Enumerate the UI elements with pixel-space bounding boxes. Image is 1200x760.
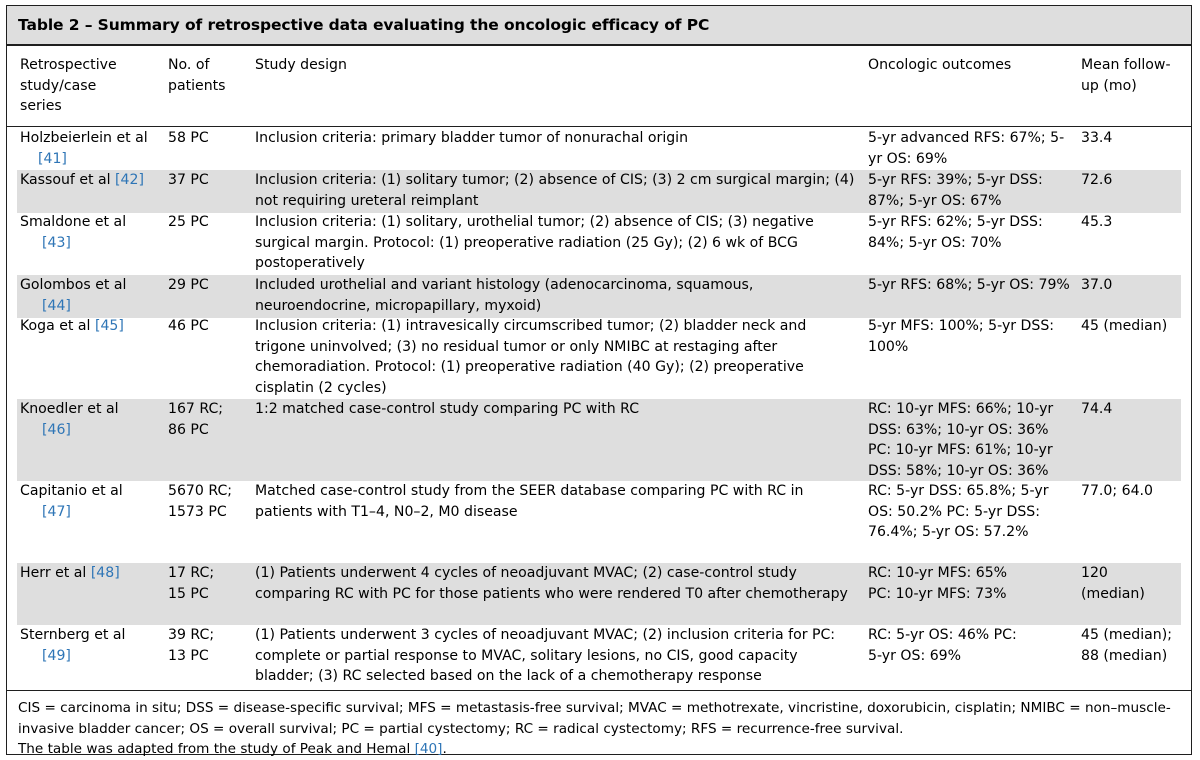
table-title-bar <box>7 6 1191 46</box>
outcomes-cell: 5-yr RFS: 62%; 5-yr DSS: 84%; 5-yr OS: 70% <box>868 214 1043 251</box>
study-cell <box>20 625 155 666</box>
outcomes-cell: 5-yr RFS: 39%; 5-yr DSS: 87%; 5-yr OS: 67% <box>868 172 1043 209</box>
table-footnote <box>18 698 1179 760</box>
study-ref-line <box>20 296 155 317</box>
followup-cell: 120 (median) <box>1081 565 1145 602</box>
study-ref-line <box>20 149 155 170</box>
outcomes-cell: RC: 10-yr MFS: 65% PC: 10-yr MFS: 73% <box>868 565 1008 602</box>
study-cell <box>20 212 155 253</box>
reference-link[interactable]: [47] <box>42 503 71 520</box>
reference-link[interactable]: [40] <box>414 741 443 758</box>
followup-cell: 45.3 <box>1081 214 1113 230</box>
header-rule <box>7 126 1191 127</box>
study-cell <box>20 481 155 522</box>
study-name: Sternberg et al <box>20 627 126 643</box>
study-name: Golombos et al <box>20 277 127 293</box>
study-ref-line <box>20 420 155 441</box>
header-outcomes: Oncologic outcomes <box>868 57 1012 73</box>
study-ref-line <box>20 502 155 523</box>
source-note <box>18 739 1179 760</box>
followup-cell: 45 (median); 88 (median) <box>1081 627 1172 664</box>
outcomes-cell: RC: 5-yr OS: 46% PC: 5-yr OS: 69% <box>868 627 1017 664</box>
study-name: Capitanio et al <box>20 483 123 499</box>
patients-cell: 167 RC; 86 PC <box>168 401 224 438</box>
reference-link[interactable]: [45] <box>94 318 124 334</box>
design-cell: 1:2 matched case-control study comparing PC with RC <box>255 401 640 417</box>
followup-cell: 37.0 <box>1081 277 1113 293</box>
study-cell <box>20 316 124 337</box>
abbreviations-note: CIS = carcinoma in situ; DSS = disease-specific survival; MFS = metastasis-free survival; MVAC = methotrexate, vincristine, doxorubicin, cisplatin; NMIBC = non–muscle-invasive bladder cancer; OS = overall survival; PC = partial cystectomy; RC = radical cystectomy; RFS = recurrence-free survival. <box>18 700 1171 737</box>
followup-cell: 33.4 <box>1081 130 1113 146</box>
reference-link[interactable]: [42] <box>115 172 144 188</box>
study-cell <box>20 170 144 191</box>
followup-cell: 77.0; 64.0 <box>1081 483 1153 499</box>
followup-cell: 45 (median) <box>1081 318 1168 334</box>
followup-cell: 74.4 <box>1081 401 1113 417</box>
patients-cell: 25 PC <box>168 214 209 230</box>
header-followup: Mean follow-up (mo) <box>1081 57 1171 94</box>
patients-cell: 37 PC <box>168 172 209 188</box>
patients-cell: 17 RC; 15 PC <box>168 565 215 602</box>
table-figure <box>6 5 1192 758</box>
study-name: Holzbeierlein et al <box>20 130 148 146</box>
study-cell <box>20 275 155 316</box>
study-ref-line <box>20 646 155 667</box>
patients-cell: 46 PC <box>168 318 209 334</box>
header-study: Retrospective study/case series <box>20 57 117 115</box>
reference-link[interactable]: [44] <box>42 297 71 314</box>
design-cell: Inclusion criteria: (1) solitary tumor; (2) absence of CIS; (3) 2 cm surgical margin; (4) not requiring ureteral reimplant <box>255 172 855 209</box>
reference-link[interactable]: [46] <box>42 421 71 438</box>
design-cell: Inclusion criteria: primary bladder tumor of nonurachal origin <box>255 130 689 146</box>
reference-link[interactable]: [41] <box>38 150 67 167</box>
source-end: . <box>442 741 447 758</box>
study-name: Koga et al <box>20 318 91 334</box>
followup-cell: 72.6 <box>1081 172 1113 188</box>
footer-rule <box>7 690 1191 691</box>
study-cell <box>20 128 155 169</box>
study-name: Herr et al <box>20 565 87 581</box>
patients-cell: 5670 RC; 1573 PC <box>168 483 233 520</box>
study-name: Kassouf et al <box>20 172 111 188</box>
header-design: Study design <box>255 57 347 73</box>
design-cell: Inclusion criteria: (1) solitary, urothelial tumor; (2) absence of CIS; (3) negative surgical margin. Protocol: (1) preoperative radiation (25 Gy); (2) 6 wk of BCG postoperatively <box>255 214 814 272</box>
table-title: Table 2 – Summary of retrospective data evaluating the oncologic efficacy of PC <box>18 16 710 34</box>
design-cell: (1) Patients underwent 3 cycles of neoadjuvant MVAC; (2) inclusion criteria for PC: complete or partial response to MVAC, solitary lesions, no CIS, good capacity bladder; (3) RC selected based on the lack of a chemotherapy response <box>255 627 836 685</box>
study-name: Knoedler et al <box>20 401 119 417</box>
patients-cell: 58 PC <box>168 130 209 146</box>
design-cell: Included urothelial and variant histology (adenocarcinoma, squamous, neuroendocrine, micropapillary, myxoid) <box>255 277 754 314</box>
outcomes-cell: 5-yr advanced RFS: 67%; 5-yr OS: 69% <box>868 130 1065 167</box>
study-cell <box>20 399 155 440</box>
header-patients: No. of patients <box>168 57 226 94</box>
outcomes-cell: 5-yr RFS: 68%; 5-yr OS: 79% <box>868 277 1070 293</box>
patients-cell: 29 PC <box>168 277 209 293</box>
patients-cell: 39 RC; 13 PC <box>168 627 215 664</box>
reference-link[interactable]: [49] <box>42 647 71 664</box>
study-ref-line <box>20 233 155 254</box>
design-cell: (1) Patients underwent 4 cycles of neoadjuvant MVAC; (2) case-control study comparing RC with PC for those patients who were rendered T0 after chemotherapy <box>255 565 848 602</box>
reference-link[interactable]: [43] <box>42 234 71 251</box>
design-cell: Inclusion criteria: (1) intravesically circumscribed tumor; (2) bladder neck and trigone uninvolved; (3) no residual tumor or only NMIBC at restaging after chemoradiation. Protocol: (1) preoperative radiation (40 Gy); (2) preoperative cisplatin (2 cycles) <box>255 318 807 396</box>
reference-link[interactable]: [48] <box>90 565 120 581</box>
source-text: The table was adapted from the study of Peak and Hemal <box>18 741 411 758</box>
outcomes-cell: 5-yr MFS: 100%; 5-yr DSS: 100% <box>868 318 1055 355</box>
study-name: Smaldone et al <box>20 214 127 230</box>
design-cell: Matched case-control study from the SEER database comparing PC with RC in patients with T1–4, N0–2, M0 disease <box>255 483 804 520</box>
outcomes-cell: RC: 5-yr DSS: 65.8%; 5-yr OS: 50.2% PC: 5-yr DSS: 76.4%; 5-yr OS: 57.2% <box>868 483 1049 541</box>
study-cell <box>20 563 120 584</box>
outcomes-cell: RC: 10-yr MFS: 66%; 10-yr DSS: 63%; 10-yr OS: 36% PC: 10-yr MFS: 61%; 10-yr DSS: 58%; 10-yr OS: 36% <box>868 401 1054 479</box>
